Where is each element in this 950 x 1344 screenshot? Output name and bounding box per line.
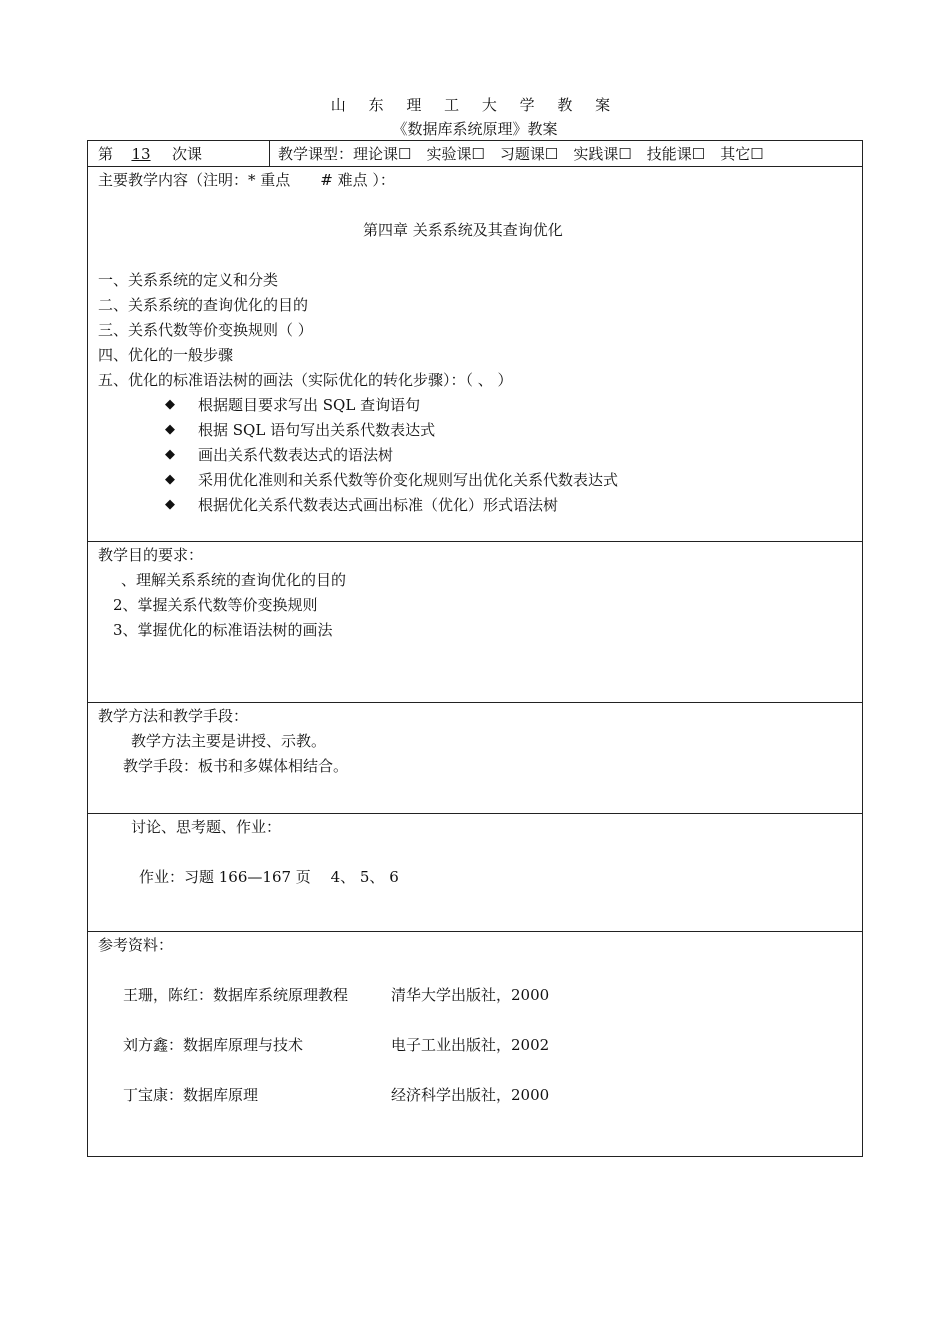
goal-item: 3、掌握优化的标准语法树的画法 (113, 621, 333, 639)
content-item: 五、优化的标准语法树的画法（实际优化的转化步骤）：（ 、 ） (98, 371, 513, 389)
goals-heading: 教学目的要求： (98, 546, 204, 564)
diamond-bullet-icon: ◆ (165, 497, 175, 512)
content-item: 二、关系系统的查询优化的目的 (98, 296, 309, 314)
goal-item: 2、掌握关系代数等价变换规则 (113, 596, 318, 614)
diamond-bullet-icon: ◆ (165, 447, 175, 462)
reference-publisher: 经济科学出版社，2000 (391, 1086, 550, 1104)
diamond-bullet-icon: ◆ (165, 422, 175, 437)
reference-author-title: 王珊，陈红：数据库系统原理教程 (123, 986, 349, 1004)
content-item: 四、优化的一般步骤 (98, 346, 234, 364)
row-divider (88, 541, 862, 542)
diamond-bullet-icon: ◆ (165, 472, 175, 487)
homework: 作业：习题 166—167 页 4、 5、 6 (139, 868, 399, 886)
content-item: 三、关系代数等价变换规则（ ） (98, 321, 313, 339)
diamond-bullet-icon: ◆ (165, 397, 175, 412)
row-divider (88, 702, 862, 703)
course-title: 《数据库系统原理》教案 (392, 120, 558, 138)
bullet-item: 根据 SQL 语句写出关系代数表达式 (198, 421, 436, 439)
course-type: 教学课型：理论课☐ 实验课☐ 习题课☐ 实践课☐ 技能课☐ 其它☐ (278, 145, 764, 163)
teaching-method: 教学方法主要是讲授、示教。 (131, 732, 327, 750)
methods-heading: 教学方法和教学手段： (98, 707, 249, 725)
content-heading: 主要教学内容（注明：* 重点 # 难点 ）： (98, 171, 395, 189)
reference-author-title: 刘方鑫：数据库原理与技术 (123, 1036, 304, 1054)
bullet-item: 根据优化关系代数表达式画出标准（优化）形式语法树 (198, 496, 559, 514)
row1-divider (269, 141, 270, 166)
chapter-title: 第四章 关系系统及其查询优化 (363, 221, 563, 239)
lesson-plan-table (87, 140, 863, 1157)
school-title: 山 东 理 工 大 学 教 案 (330, 96, 620, 114)
lesson-prefix: 第 (98, 145, 114, 163)
reference-publisher: 电子工业出版社，2002 (391, 1036, 550, 1054)
lesson-number: 13 (131, 145, 151, 163)
reference-author-title: 丁宝康：数据库原理 (123, 1086, 259, 1104)
bullet-item: 根据题目要求写出 SQL 查询语句 (198, 396, 421, 414)
row-divider (88, 931, 862, 932)
lesson-suffix: 次课 (172, 145, 203, 163)
content-item: 一、关系系统的定义和分类 (98, 271, 279, 289)
discussion-heading: 讨论、思考题、作业： (131, 818, 282, 836)
goal-item: 、理解关系系统的查询优化的目的 (121, 571, 347, 589)
teaching-means: 教学手段：板书和多媒体相结合。 (123, 757, 349, 775)
references-heading: 参考资料： (98, 936, 174, 954)
row-divider (88, 813, 862, 814)
reference-publisher: 清华大学出版社，2000 (391, 986, 550, 1004)
bullet-item: 画出关系代数表达式的语法树 (198, 446, 394, 464)
bullet-item: 采用优化准则和关系代数等价变化规则写出优化关系代数表达式 (198, 471, 619, 489)
row-divider (88, 166, 862, 167)
